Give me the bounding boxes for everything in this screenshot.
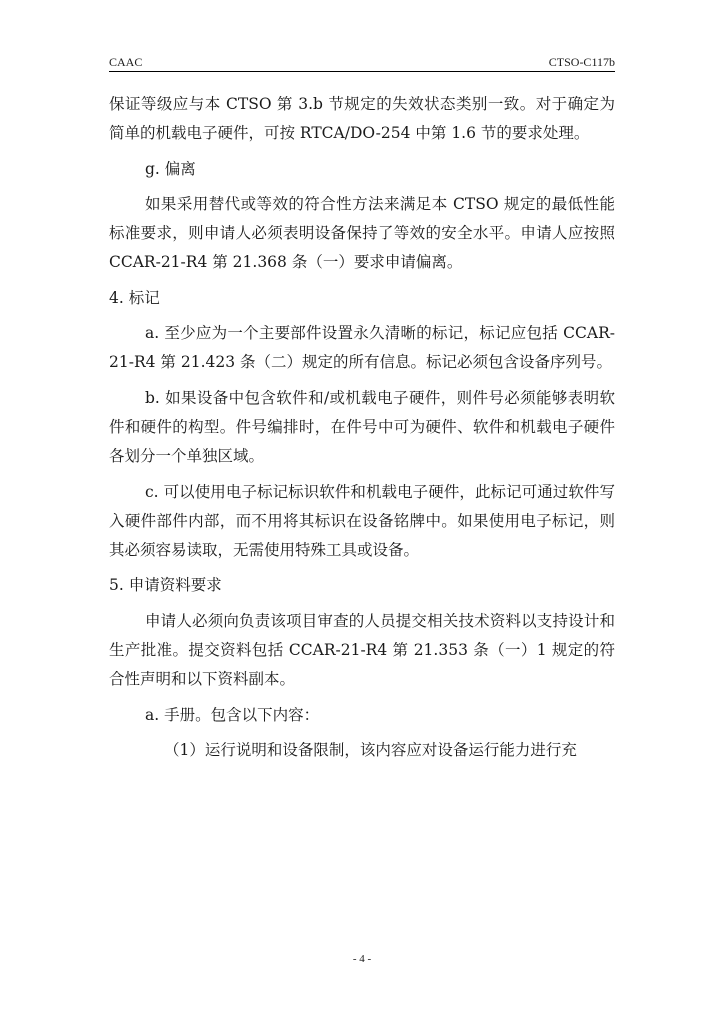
- paragraph-marking-c: c. 可以使用电子标记标识软件和机载电子硬件，此标记可通过软件写入硬件部件内部，而不用将其标识在设备铭牌中。如果使用电子标记，则其必须容易读取，无需使用特殊工具或设备。: [109, 482, 615, 560]
- paragraph-marking-b: b. 如果设备中包含软件和/或机载电子硬件，则件号必须能够表明软件和硬件的构型。件号编排时，在件号中可为硬件、软件和机载电子硬件各划分一个单独区域。: [109, 388, 615, 466]
- paragraph-continuation: 保证等级应与本 CTSO 第 3.b 节规定的失效状态类别一致。对于确定为简单的机载电子硬件，可按 RTCA/DO-254 中第 1.6 节的要求处理。: [109, 95, 615, 143]
- header-divider: [109, 71, 615, 72]
- document-body: [109, 90, 615, 771]
- paragraph-manual: a. 手册。包含以下内容：: [145, 705, 320, 724]
- header-right-label: CTSO-C117b: [548, 55, 615, 69]
- section-heading-marking: 4. 标记: [109, 288, 160, 307]
- paragraph-application-data: 申请人必须向负责该项目审查的人员提交相关技术资料以支持设计和生产批准。提交资料包括 CCAR-21-R4 第 21.353 条（一）1 规定的符合性声明和以下资料副本。: [109, 611, 615, 689]
- subheading-deviation: g. 偏离: [145, 159, 196, 178]
- section-heading-application-data: 5. 申请资料要求: [109, 576, 222, 595]
- header-left-label: CAAC: [109, 55, 143, 69]
- page-number: - 4 -: [352, 953, 372, 965]
- paragraph-manual-item-1: （1）运行说明和设备限制，该内容应对设备运行能力进行充: [164, 740, 577, 759]
- paragraph-deviation: 如果采用替代或等效的符合性方法来满足本 CTSO 规定的最低性能标准要求，则申请人必须表明设备保持了等效的安全水平。申请人应按照 CCAR-21-R4 第 21.368 条（一）要求申请偏离。: [109, 194, 615, 272]
- paragraph-marking-a: a. 至少应为一个主要部件设置永久清晰的标记，标记应包括 CCAR-21-R4 第 21.423 条（二）规定的所有信息。标记必须包含设备序列号。: [109, 324, 615, 372]
- page-header: [109, 50, 615, 70]
